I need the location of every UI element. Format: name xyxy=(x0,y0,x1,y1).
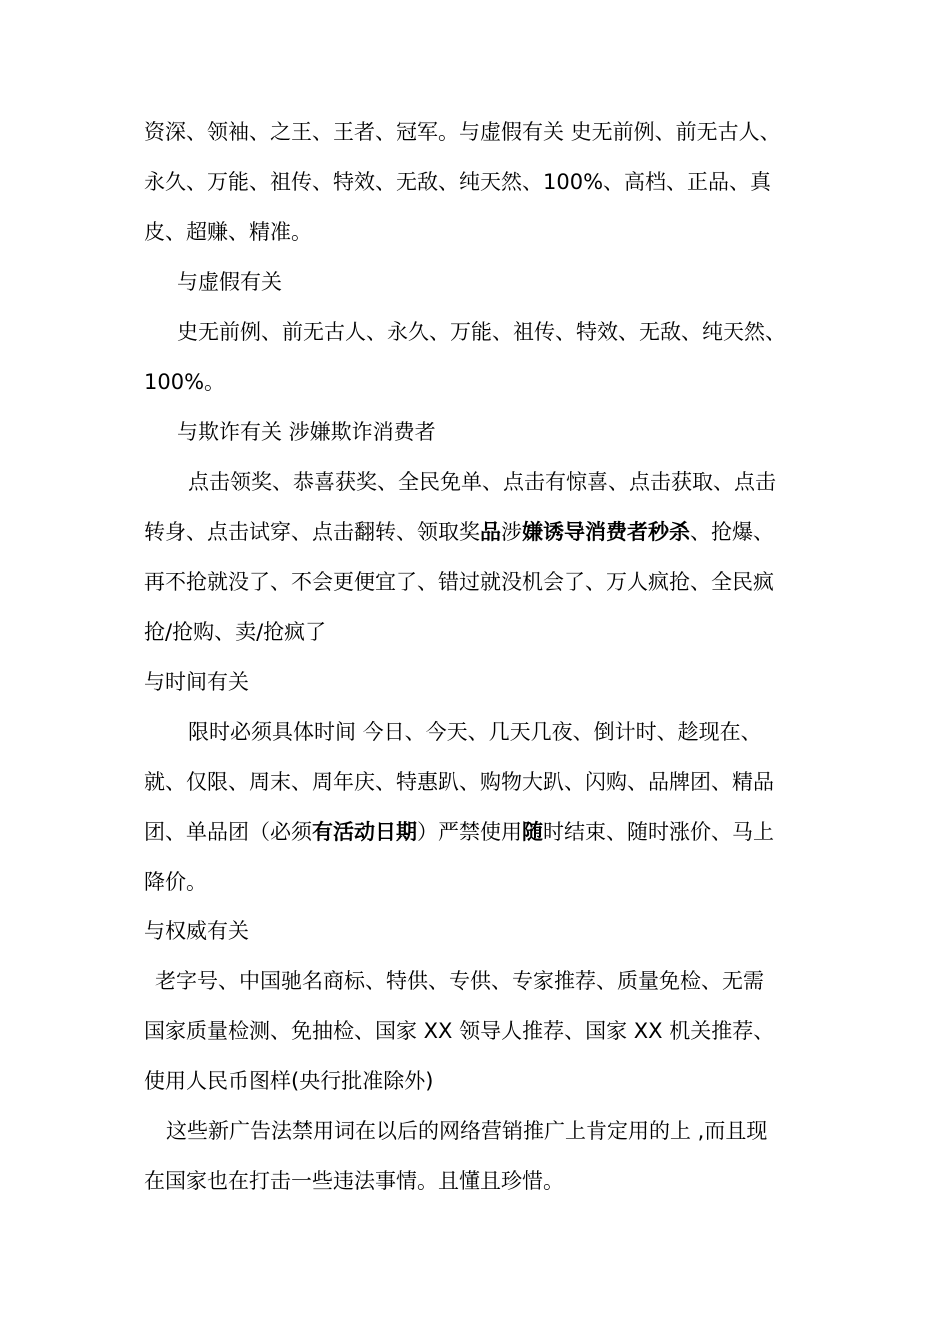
text-line: 资深、领袖、之王、王者、冠军。与虚假有关 史无前例、前无古人、 xyxy=(144,120,781,144)
text-run: 时结束、随时涨价、马上 xyxy=(543,820,774,844)
text-run: ）严禁使用 xyxy=(417,820,522,844)
section-heading: 与权威有关 xyxy=(144,919,249,943)
bold-text: 随 xyxy=(522,820,543,844)
text-line: 老字号、中国驰名商标、特供、专供、专家推荐、质量免检、无需 xyxy=(155,969,764,993)
section-heading: 与虚假有关 xyxy=(177,270,282,294)
bold-text: 嫌诱导消费者秒杀 xyxy=(522,520,690,544)
text-line: 皮、超赚、精准。 xyxy=(144,220,312,244)
text-line: 点击领奖、恭喜获奖、全民免单、点击有惊喜、点击获取、点击 xyxy=(188,470,776,494)
text-run: 、抢爆、 xyxy=(690,520,774,544)
text-run: 团、单品团（必须 xyxy=(144,820,312,844)
text-line: 抢/抢购、卖/抢疯了 xyxy=(144,620,327,644)
text-line: 在国家也在打击一些违法事情。且懂且珍惜。 xyxy=(144,1169,564,1193)
text-run: 转身、点击试穿、点击翻转、领取奖 xyxy=(144,520,480,544)
text-line: 国家质量检测、免抽检、国家 XX 领导人推荐、国家 XX 机关推荐、 xyxy=(144,1019,775,1043)
text-line: 限时必须具体时间 今日、今天、几天几夜、倒计时、趁现在、 xyxy=(188,720,762,744)
text-line: 100%。 xyxy=(144,370,226,394)
bold-text: 品 xyxy=(480,520,501,544)
text-line-mixed xyxy=(0,818,950,846)
section-heading: 与时间有关 xyxy=(144,670,249,694)
text-line: 这些新广告法禁用词在以后的网络营销推广上肯定用的上 ,而且现 xyxy=(166,1119,768,1143)
text-line: 降价。 xyxy=(144,870,207,894)
text-line: 史无前例、前无古人、永久、万能、祖传、特效、无敌、纯天然、 xyxy=(177,320,786,344)
text-line: 使用人民币图样(央行批准除外) xyxy=(144,1069,434,1093)
text-line: 就、仅限、周末、周年庆、特惠趴、购物大趴、闪购、品牌团、精品 xyxy=(144,770,774,794)
text-run: 涉 xyxy=(501,520,522,544)
bold-text: 有活动日期 xyxy=(312,820,417,844)
text-line: 再不抢就没了、不会更便宜了、错过就没机会了、万人疯抢、全民疯 xyxy=(144,570,774,594)
text-line-mixed xyxy=(0,518,950,546)
section-heading: 与欺诈有关 涉嫌欺诈消费者 xyxy=(177,420,436,444)
text-line: 永久、万能、祖传、特效、无敌、纯天然、100%、高档、正品、真 xyxy=(144,170,772,194)
